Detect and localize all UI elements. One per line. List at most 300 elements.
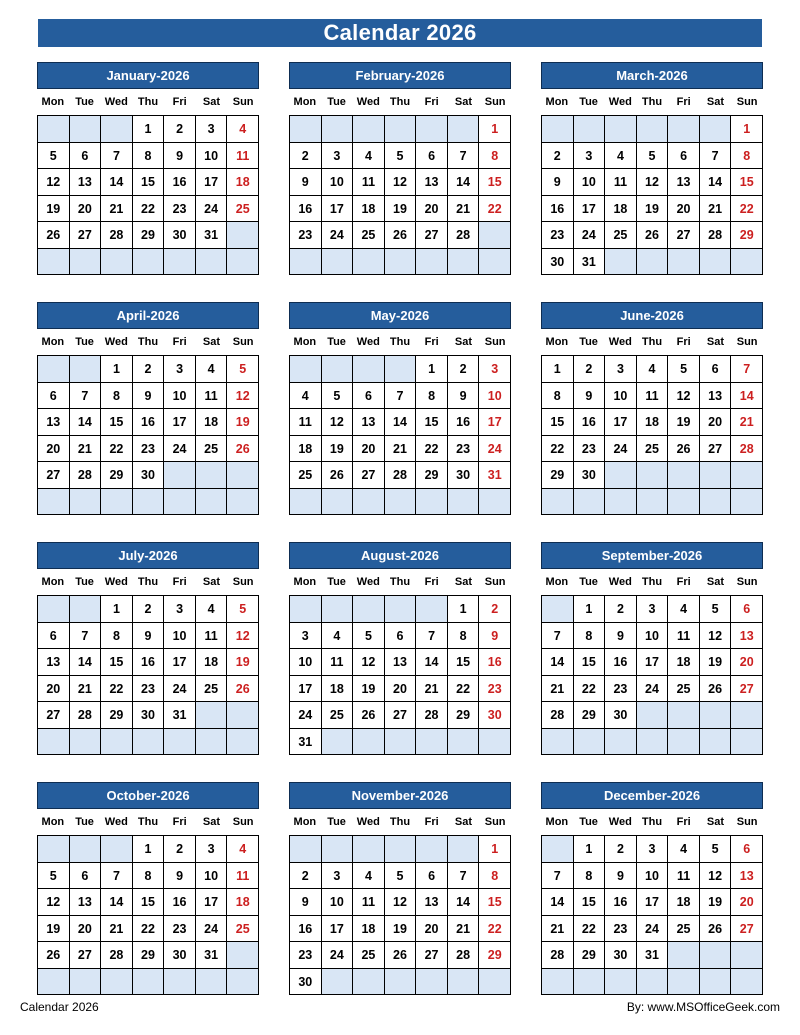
day-cell: 12: [700, 863, 732, 890]
day-cell: 16: [574, 409, 606, 436]
empty-day-cell: [38, 356, 70, 383]
day-cell: 19: [227, 649, 259, 676]
day-cell: 22: [101, 436, 133, 463]
day-cell: 3: [574, 143, 606, 170]
empty-day-cell: [731, 729, 763, 756]
empty-day-cell: [70, 116, 102, 143]
day-cell: 10: [574, 169, 606, 196]
empty-day-cell: [353, 356, 385, 383]
empty-day-cell: [416, 596, 448, 623]
day-cell: 27: [668, 222, 700, 249]
day-cell: 1: [479, 836, 511, 863]
day-cell: 15: [574, 889, 606, 916]
day-cell: 23: [542, 222, 574, 249]
month-block: [289, 542, 511, 755]
day-cell: 7: [448, 143, 480, 170]
empty-day-cell: [416, 116, 448, 143]
month-block: [541, 542, 763, 755]
day-cell: 7: [70, 623, 102, 650]
day-cell: 27: [416, 222, 448, 249]
days-grid: [37, 595, 259, 755]
day-cell: 17: [322, 916, 354, 943]
month-block: [37, 62, 259, 275]
day-cell: 20: [731, 889, 763, 916]
weekday-label: Sat: [706, 816, 724, 828]
day-cell: 20: [38, 676, 70, 703]
day-cell: 3: [196, 116, 228, 143]
day-cell: 20: [385, 676, 417, 703]
month-title: July-2026: [37, 542, 259, 569]
weekday-label: Fri: [172, 336, 187, 348]
day-cell: 3: [164, 596, 196, 623]
day-cell: 2: [605, 836, 637, 863]
weekday-label: Thu: [641, 816, 663, 828]
day-cell: 3: [479, 356, 511, 383]
empty-day-cell: [38, 596, 70, 623]
day-cell: 21: [70, 676, 102, 703]
weekday-header-row: [541, 89, 763, 115]
empty-day-cell: [353, 969, 385, 996]
weekday-label: Sat: [454, 336, 472, 348]
day-cell: 26: [385, 222, 417, 249]
month-block: [37, 542, 259, 755]
day-cell: 30: [448, 462, 480, 489]
empty-day-cell: [700, 489, 732, 516]
weekday-header-row: [289, 329, 511, 355]
day-cell: 13: [38, 409, 70, 436]
days-grid: [541, 355, 763, 515]
day-cell: 18: [196, 649, 228, 676]
day-cell: 4: [227, 116, 259, 143]
month-block: [541, 62, 763, 275]
empty-day-cell: [416, 836, 448, 863]
day-cell: 14: [101, 889, 133, 916]
day-cell: 10: [196, 863, 228, 890]
month-title: June-2026: [541, 302, 763, 329]
day-cell: 18: [322, 676, 354, 703]
day-cell: 26: [38, 942, 70, 969]
day-cell: 12: [227, 623, 259, 650]
empty-day-cell: [385, 969, 417, 996]
footer-label: Calendar 2026: [20, 1000, 99, 1014]
empty-day-cell: [700, 116, 732, 143]
month-title: August-2026: [289, 542, 511, 569]
day-cell: 26: [353, 702, 385, 729]
empty-day-cell: [542, 116, 574, 143]
day-cell: 2: [574, 356, 606, 383]
days-grid: [37, 835, 259, 995]
day-cell: 7: [101, 863, 133, 890]
day-cell: 15: [101, 649, 133, 676]
day-cell: 4: [353, 863, 385, 890]
weekday-label: Mon: [41, 96, 65, 108]
weekday-label: Tue: [579, 96, 598, 108]
empty-day-cell: [385, 489, 417, 516]
day-cell: 26: [637, 222, 669, 249]
weekday-label: Tue: [75, 336, 94, 348]
day-cell: 15: [542, 409, 574, 436]
empty-day-cell: [574, 489, 606, 516]
empty-day-cell: [385, 249, 417, 276]
day-cell: 14: [731, 383, 763, 410]
day-cell: 10: [605, 383, 637, 410]
day-cell: 9: [479, 623, 511, 650]
weekday-label: Sat: [454, 576, 472, 588]
empty-day-cell: [637, 116, 669, 143]
weekday-label: Tue: [327, 96, 346, 108]
day-cell: 24: [574, 222, 606, 249]
day-cell: 13: [668, 169, 700, 196]
day-cell: 25: [605, 222, 637, 249]
day-cell: 12: [227, 383, 259, 410]
day-cell: 24: [196, 916, 228, 943]
days-grid: [289, 835, 511, 995]
empty-day-cell: [668, 462, 700, 489]
empty-day-cell: [133, 969, 165, 996]
day-cell: 20: [70, 916, 102, 943]
day-cell: 13: [416, 889, 448, 916]
day-cell: 6: [416, 143, 448, 170]
weekday-label: Fri: [424, 576, 439, 588]
weekday-header-row: [289, 809, 511, 835]
day-cell: 11: [353, 889, 385, 916]
day-cell: 19: [322, 436, 354, 463]
empty-day-cell: [38, 249, 70, 276]
weekday-label: Mon: [293, 576, 317, 588]
day-cell: 28: [700, 222, 732, 249]
day-cell: 8: [574, 863, 606, 890]
day-cell: 11: [290, 409, 322, 436]
day-cell: 23: [605, 916, 637, 943]
day-cell: 29: [133, 222, 165, 249]
empty-day-cell: [164, 969, 196, 996]
day-cell: 31: [164, 702, 196, 729]
empty-day-cell: [322, 116, 354, 143]
empty-day-cell: [574, 969, 606, 996]
weekday-header-row: [541, 569, 763, 595]
day-cell: 24: [637, 676, 669, 703]
weekday-label: Fri: [676, 336, 691, 348]
day-cell: 7: [385, 383, 417, 410]
weekday-label: Tue: [579, 816, 598, 828]
weekday-label: Fri: [676, 96, 691, 108]
day-cell: 18: [196, 409, 228, 436]
day-cell: 14: [70, 409, 102, 436]
day-cell: 20: [731, 649, 763, 676]
weekday-label: Mon: [41, 336, 65, 348]
empty-day-cell: [479, 249, 511, 276]
day-cell: 2: [164, 836, 196, 863]
weekday-label: Wed: [608, 816, 632, 828]
day-cell: 25: [353, 942, 385, 969]
day-cell: 6: [353, 383, 385, 410]
day-cell: 14: [416, 649, 448, 676]
empty-day-cell: [637, 969, 669, 996]
empty-day-cell: [101, 969, 133, 996]
weekday-label: Mon: [41, 576, 65, 588]
empty-day-cell: [353, 249, 385, 276]
day-cell: 18: [605, 196, 637, 223]
day-cell: 29: [479, 942, 511, 969]
day-cell: 16: [133, 649, 165, 676]
day-cell: 16: [164, 169, 196, 196]
day-cell: 5: [385, 863, 417, 890]
day-cell: 30: [164, 222, 196, 249]
day-cell: 20: [416, 916, 448, 943]
weekday-label: Thu: [641, 336, 663, 348]
weekday-label: Tue: [327, 336, 346, 348]
empty-day-cell: [416, 249, 448, 276]
day-cell: 31: [574, 249, 606, 276]
day-cell: 29: [416, 462, 448, 489]
day-cell: 20: [700, 409, 732, 436]
day-cell: 27: [731, 676, 763, 703]
day-cell: 13: [70, 889, 102, 916]
empty-day-cell: [479, 222, 511, 249]
empty-day-cell: [164, 489, 196, 516]
day-cell: 6: [731, 836, 763, 863]
day-cell: 20: [416, 196, 448, 223]
footer-credit: By: www.MSOfficeGeek.com: [626, 1000, 780, 1014]
day-cell: 6: [416, 863, 448, 890]
weekday-label: Sun: [484, 96, 506, 108]
empty-day-cell: [290, 596, 322, 623]
day-cell: 3: [637, 836, 669, 863]
empty-day-cell: [101, 249, 133, 276]
month-block: [289, 302, 511, 515]
day-cell: 17: [290, 676, 322, 703]
day-cell: 18: [668, 889, 700, 916]
empty-day-cell: [101, 729, 133, 756]
empty-day-cell: [290, 249, 322, 276]
day-cell: 14: [448, 169, 480, 196]
day-cell: 28: [542, 942, 574, 969]
day-cell: 5: [700, 836, 732, 863]
weekday-label: Sat: [706, 336, 724, 348]
empty-day-cell: [385, 836, 417, 863]
day-cell: 4: [196, 356, 228, 383]
empty-day-cell: [448, 969, 480, 996]
empty-day-cell: [542, 969, 574, 996]
empty-day-cell: [637, 729, 669, 756]
day-cell: 19: [227, 409, 259, 436]
day-cell: 2: [290, 863, 322, 890]
weekday-label: Fri: [424, 336, 439, 348]
weekday-label: Sat: [202, 576, 220, 588]
weekday-label: Wed: [356, 96, 380, 108]
day-cell: 22: [479, 196, 511, 223]
days-grid: [289, 355, 511, 515]
weekday-label: Sun: [232, 816, 254, 828]
empty-day-cell: [70, 836, 102, 863]
day-cell: 10: [479, 383, 511, 410]
day-cell: 15: [101, 409, 133, 436]
empty-day-cell: [731, 942, 763, 969]
empty-day-cell: [637, 702, 669, 729]
day-cell: 17: [322, 196, 354, 223]
month-title: February-2026: [289, 62, 511, 89]
day-cell: 24: [164, 436, 196, 463]
weekday-label: Wed: [608, 96, 632, 108]
day-cell: 15: [448, 649, 480, 676]
day-cell: 8: [479, 143, 511, 170]
day-cell: 22: [448, 676, 480, 703]
day-cell: 31: [196, 942, 228, 969]
day-cell: 15: [416, 409, 448, 436]
day-cell: 5: [322, 383, 354, 410]
day-cell: 19: [38, 916, 70, 943]
day-cell: 21: [448, 916, 480, 943]
weekday-label: Wed: [104, 336, 128, 348]
day-cell: 3: [605, 356, 637, 383]
day-cell: 21: [70, 436, 102, 463]
empty-day-cell: [637, 249, 669, 276]
days-grid: [541, 115, 763, 275]
empty-day-cell: [164, 462, 196, 489]
day-cell: 16: [133, 409, 165, 436]
day-cell: 8: [574, 623, 606, 650]
empty-day-cell: [605, 489, 637, 516]
day-cell: 25: [196, 436, 228, 463]
month-title: May-2026: [289, 302, 511, 329]
empty-day-cell: [70, 489, 102, 516]
day-cell: 1: [133, 836, 165, 863]
empty-day-cell: [164, 729, 196, 756]
empty-day-cell: [700, 702, 732, 729]
day-cell: 23: [290, 942, 322, 969]
day-cell: 4: [637, 356, 669, 383]
weekday-label: Tue: [327, 576, 346, 588]
day-cell: 24: [196, 196, 228, 223]
empty-day-cell: [133, 489, 165, 516]
day-cell: 11: [637, 383, 669, 410]
day-cell: 7: [700, 143, 732, 170]
day-cell: 24: [322, 222, 354, 249]
day-cell: 15: [133, 889, 165, 916]
empty-day-cell: [385, 116, 417, 143]
day-cell: 9: [542, 169, 574, 196]
day-cell: 9: [164, 863, 196, 890]
day-cell: 9: [133, 623, 165, 650]
day-cell: 4: [605, 143, 637, 170]
day-cell: 23: [479, 676, 511, 703]
day-cell: 1: [101, 356, 133, 383]
day-cell: 24: [322, 942, 354, 969]
day-cell: 3: [637, 596, 669, 623]
day-cell: 1: [448, 596, 480, 623]
day-cell: 9: [574, 383, 606, 410]
empty-day-cell: [479, 969, 511, 996]
day-cell: 23: [164, 196, 196, 223]
day-cell: 26: [227, 676, 259, 703]
weekday-label: Sun: [232, 576, 254, 588]
weekday-label: Mon: [293, 816, 317, 828]
day-cell: 2: [164, 116, 196, 143]
empty-day-cell: [637, 462, 669, 489]
day-cell: 14: [385, 409, 417, 436]
day-cell: 10: [164, 623, 196, 650]
day-cell: 15: [133, 169, 165, 196]
weekday-label: Thu: [641, 576, 663, 588]
day-cell: 23: [448, 436, 480, 463]
day-cell: 6: [385, 623, 417, 650]
month-title: January-2026: [37, 62, 259, 89]
day-cell: 21: [101, 916, 133, 943]
day-cell: 19: [700, 649, 732, 676]
day-cell: 11: [322, 649, 354, 676]
day-cell: 29: [731, 222, 763, 249]
weekday-label: Sun: [736, 96, 758, 108]
day-cell: 27: [416, 942, 448, 969]
day-cell: 30: [164, 942, 196, 969]
day-cell: 23: [164, 916, 196, 943]
day-cell: 27: [700, 436, 732, 463]
day-cell: 2: [133, 596, 165, 623]
weekday-label: Thu: [137, 336, 159, 348]
empty-day-cell: [385, 356, 417, 383]
weekday-label: Tue: [75, 96, 94, 108]
day-cell: 2: [605, 596, 637, 623]
weekday-label: Wed: [608, 576, 632, 588]
weekday-label: Wed: [356, 816, 380, 828]
day-cell: 19: [385, 196, 417, 223]
weekday-label: Mon: [545, 336, 569, 348]
empty-day-cell: [227, 702, 259, 729]
day-cell: 12: [38, 889, 70, 916]
day-cell: 13: [70, 169, 102, 196]
day-cell: 11: [668, 623, 700, 650]
day-cell: 7: [731, 356, 763, 383]
day-cell: 26: [38, 222, 70, 249]
day-cell: 1: [574, 836, 606, 863]
day-cell: 20: [353, 436, 385, 463]
day-cell: 2: [542, 143, 574, 170]
empty-day-cell: [38, 836, 70, 863]
empty-day-cell: [731, 969, 763, 996]
empty-day-cell: [637, 489, 669, 516]
day-cell: 30: [290, 969, 322, 996]
empty-day-cell: [101, 836, 133, 863]
day-cell: 12: [668, 383, 700, 410]
empty-day-cell: [322, 836, 354, 863]
day-cell: 17: [196, 169, 228, 196]
day-cell: 12: [637, 169, 669, 196]
day-cell: 6: [38, 383, 70, 410]
day-cell: 14: [70, 649, 102, 676]
day-cell: 12: [385, 889, 417, 916]
day-cell: 14: [448, 889, 480, 916]
day-cell: 25: [227, 916, 259, 943]
empty-day-cell: [353, 596, 385, 623]
month-block: [541, 782, 763, 995]
day-cell: 27: [70, 942, 102, 969]
empty-day-cell: [668, 489, 700, 516]
day-cell: 4: [353, 143, 385, 170]
day-cell: 31: [637, 942, 669, 969]
empty-day-cell: [668, 116, 700, 143]
weekday-header-row: [37, 329, 259, 355]
day-cell: 9: [164, 143, 196, 170]
day-cell: 24: [479, 436, 511, 463]
day-cell: 1: [479, 116, 511, 143]
weekday-label: Wed: [356, 576, 380, 588]
weekday-label: Thu: [137, 816, 159, 828]
day-cell: 19: [38, 196, 70, 223]
day-cell: 3: [322, 143, 354, 170]
day-cell: 28: [448, 222, 480, 249]
day-cell: 23: [605, 676, 637, 703]
day-cell: 19: [353, 676, 385, 703]
